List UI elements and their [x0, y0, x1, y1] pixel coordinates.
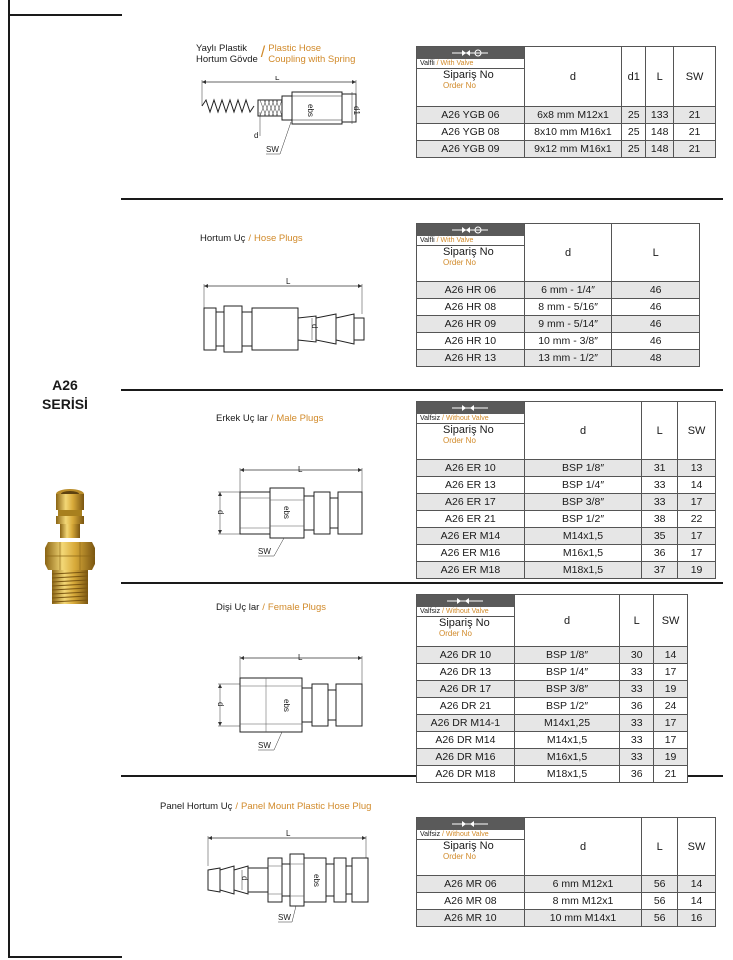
cell-order-no: A26 ER 13: [417, 477, 525, 494]
column-header: L: [646, 47, 674, 107]
dim-label-d: d: [254, 131, 259, 140]
cell-order-no: A26 ER M18: [417, 562, 525, 579]
cell-d1: 25: [622, 107, 646, 124]
hose-plug-drawing: [196, 278, 371, 358]
cell-L: 33: [620, 732, 654, 749]
cell-d: M16x1,5: [524, 545, 641, 562]
female-plug-drawing: [214, 650, 374, 758]
dim-label-SW: SW: [258, 741, 271, 750]
dim-label-SW: SW: [266, 145, 279, 154]
column-header: L: [620, 595, 654, 647]
cell-d: 10 mm M14x1: [524, 910, 641, 927]
cell-order-no: A26 YGB 08: [417, 124, 525, 141]
valve-tr: Valfsiz: [420, 608, 441, 615]
dim-label-d1: d1: [352, 106, 361, 115]
spec-table-hose-plugs: [416, 223, 700, 367]
cell-order-no: A26 DR M18: [417, 766, 515, 783]
caption-en-line2: Coupling with Spring: [268, 54, 356, 65]
without-valve-icon: [417, 818, 524, 830]
cell-d: 10 mm - 3/8″: [524, 333, 612, 350]
cell-d: BSP 3/8″: [524, 494, 641, 511]
cell-SW: 19: [654, 749, 688, 766]
valve-en: Without Valve: [445, 831, 489, 838]
cell-d: 6 mm - 1/4″: [524, 282, 612, 299]
cell-order-no: A26 MR 08: [417, 893, 525, 910]
sidebar: [10, 14, 120, 956]
cell-L: 46: [612, 316, 700, 333]
table-row: [417, 141, 716, 158]
cell-L: 148: [646, 124, 674, 141]
caption-tr: Hortum Uç: [200, 233, 246, 244]
order-header: Valfsiz / Without Valve Sipariş No Order No: [417, 818, 525, 876]
table-row: [417, 460, 716, 477]
caption-tr: Dişi Uç lar: [216, 602, 260, 613]
column-header: d: [524, 402, 641, 460]
brand-mark: ebs: [282, 699, 291, 712]
cell-SW: 21: [674, 107, 716, 124]
without-valve-icon: [417, 402, 524, 414]
cell-SW: 16: [678, 910, 716, 927]
series-title: [10, 376, 120, 414]
dim-label-L: L: [286, 278, 291, 286]
cell-order-no: A26 ER 21: [417, 511, 525, 528]
dim-label-d: d: [310, 324, 319, 329]
cell-L: 33: [620, 681, 654, 698]
with-valve-icon: [417, 224, 524, 236]
cell-order-no: A26 ER M16: [417, 545, 525, 562]
table-row: [417, 562, 716, 579]
column-header: SW: [678, 818, 716, 876]
order-no-tr: Sipariş No: [443, 69, 494, 81]
cell-d: 6x8 mm M12x1: [524, 107, 622, 124]
column-header: SW: [674, 47, 716, 107]
valve-en: With Valve: [440, 237, 474, 244]
with-valve-icon: [417, 47, 524, 59]
valve-tr: Valfli: [420, 237, 435, 244]
cell-SW: 22: [678, 511, 716, 528]
dim-label-d: d: [240, 876, 249, 881]
male-plug-drawing: [214, 462, 374, 564]
valve-en: With Valve: [440, 60, 474, 67]
cell-d: BSP 3/8″: [514, 681, 620, 698]
cell-order-no: A26 YGB 06: [417, 107, 525, 124]
column-header: d1: [622, 47, 646, 107]
order-header: Valfli / With Valve Sipariş No Order No: [417, 224, 525, 282]
cell-SW: 17: [678, 528, 716, 545]
cell-order-no: A26 MR 10: [417, 910, 525, 927]
cell-L: 36: [620, 698, 654, 715]
cell-L: 33: [620, 749, 654, 766]
valve-tr: Valfli: [420, 60, 435, 67]
caption-en: Panel Mount Plastic Hose Plug: [240, 801, 372, 812]
cell-d: M14x1,5: [524, 528, 641, 545]
cell-d: BSP 1/8″: [514, 647, 620, 664]
spec-table-male-plugs: [416, 401, 716, 579]
dim-label-d: d: [216, 510, 225, 515]
dim-label-SW: SW: [258, 547, 271, 556]
table-row: [417, 766, 688, 783]
cell-d: BSP 1/4″: [514, 664, 620, 681]
series-title-line1: A26: [52, 377, 78, 393]
cell-SW: 14: [654, 647, 688, 664]
spec-table-female-plugs: [416, 594, 688, 783]
cell-SW: 19: [678, 562, 716, 579]
section-divider: [121, 198, 723, 200]
caption-en: Female Plugs: [267, 602, 327, 613]
cell-L: 46: [612, 333, 700, 350]
cell-d: 9 mm - 5/14″: [524, 316, 612, 333]
section-divider: [121, 582, 723, 584]
cell-order-no: A26 HR 09: [417, 316, 525, 333]
order-no-en: Order No: [439, 629, 472, 638]
cell-SW: 21: [654, 766, 688, 783]
cell-L: 133: [646, 107, 674, 124]
cell-d: 8 mm M12x1: [524, 893, 641, 910]
section5-caption: Panel Hortum Uç / Panel Mount Plastic Hose Plug: [160, 801, 372, 812]
section-divider: [121, 389, 723, 391]
cell-SW: 17: [678, 494, 716, 511]
column-header: L: [612, 224, 700, 282]
cell-order-no: A26 HR 13: [417, 350, 525, 367]
cell-d1: 25: [622, 124, 646, 141]
cell-order-no: A26 DR 10: [417, 647, 515, 664]
cell-d: BSP 1/2″: [514, 698, 620, 715]
cell-L: 56: [642, 893, 678, 910]
dim-label-L: L: [298, 653, 303, 662]
table-row: [417, 715, 688, 732]
cell-L: 46: [612, 282, 700, 299]
cell-L: 33: [620, 715, 654, 732]
table-row: [417, 333, 700, 350]
order-no-en: Order No: [443, 852, 476, 861]
cell-order-no: A26 DR 17: [417, 681, 515, 698]
valve-tr: Valfsiz: [420, 831, 441, 838]
table-row: [417, 698, 688, 715]
cell-order-no: A26 DR M16: [417, 749, 515, 766]
cell-L: 46: [612, 299, 700, 316]
valve-en: Without Valve: [445, 415, 489, 422]
cell-d: M14x1,5: [514, 732, 620, 749]
cell-d: M14x1,25: [514, 715, 620, 732]
male-plug-product-photo: [40, 484, 100, 614]
caption-separator: /: [260, 44, 266, 61]
table-body: [417, 282, 700, 367]
cell-SW: 14: [678, 893, 716, 910]
cell-d: BSP 1/8″: [524, 460, 641, 477]
dim-label-d: d: [216, 702, 225, 707]
cell-SW: 14: [678, 876, 716, 893]
cell-L: 48: [612, 350, 700, 367]
order-header: Valfli / With Valve Sipariş No Order No: [417, 47, 525, 107]
cell-SW: 19: [654, 681, 688, 698]
cell-L: 36: [620, 766, 654, 783]
cell-order-no: A26 ER 10: [417, 460, 525, 477]
cell-SW: 17: [654, 664, 688, 681]
column-header: SW: [654, 595, 688, 647]
table-body: [417, 647, 688, 783]
cell-d: 8 mm - 5/16″: [524, 299, 612, 316]
dim-label-L: L: [286, 830, 291, 838]
section4-caption: Dişi Uç lar / Female Plugs: [216, 602, 327, 613]
cell-order-no: A26 ER M14: [417, 528, 525, 545]
order-no-tr: Sipariş No: [443, 424, 494, 436]
table-body: [417, 876, 716, 927]
cell-d: M18x1,5: [524, 562, 641, 579]
column-header: L: [642, 402, 678, 460]
column-header: SW: [678, 402, 716, 460]
cell-SW: 24: [654, 698, 688, 715]
cell-L: 33: [620, 664, 654, 681]
table-row: [417, 647, 688, 664]
cell-SW: 13: [678, 460, 716, 477]
cell-order-no: A26 DR M14: [417, 732, 515, 749]
table-row: [417, 477, 716, 494]
table-row: [417, 528, 716, 545]
cell-order-no: A26 ER 17: [417, 494, 525, 511]
table-body: [417, 107, 716, 158]
panel-mount-hose-plug-drawing: [200, 830, 376, 930]
cell-d1: 25: [622, 141, 646, 158]
table-row: [417, 350, 700, 367]
series-title-line2: SERİSİ: [42, 396, 88, 412]
order-no-en: Order No: [443, 258, 476, 267]
cell-L: 30: [620, 647, 654, 664]
table-row: [417, 545, 716, 562]
section2-caption: Hortum Uç / Hose Plugs: [200, 233, 303, 244]
cell-d: 6 mm M12x1: [524, 876, 641, 893]
table-row: [417, 282, 700, 299]
cell-d: 9x12 mm M16x1: [524, 141, 622, 158]
valve-tr: Valfsiz: [420, 415, 441, 422]
cell-L: 38: [642, 511, 678, 528]
order-no-tr: Sipariş No: [443, 840, 494, 852]
column-header: d: [514, 595, 620, 647]
table-row: [417, 664, 688, 681]
dim-label-L: L: [298, 465, 303, 474]
cell-SW: 14: [678, 477, 716, 494]
plastic-hose-coupling-drawing: [196, 76, 371, 166]
table-row: [417, 749, 688, 766]
spec-table-hose-coupling: [416, 46, 716, 158]
order-no-tr: Sipariş No: [439, 617, 490, 629]
order-no-en: Order No: [443, 436, 476, 445]
column-header: d: [524, 224, 612, 282]
cell-d: BSP 1/4″: [524, 477, 641, 494]
table-row: [417, 511, 716, 528]
section3-caption: Erkek Uç lar / Male Plugs: [216, 413, 324, 424]
table-body: [417, 460, 716, 579]
without-valve-icon: [417, 595, 514, 607]
cell-L: 56: [642, 876, 678, 893]
table-row: [417, 107, 716, 124]
order-header: Valfsiz / Without Valve Sipariş No Order No: [417, 595, 515, 647]
cell-order-no: A26 HR 06: [417, 282, 525, 299]
caption-en: Male Plugs: [276, 413, 324, 424]
table-row: [417, 681, 688, 698]
table-row: [417, 124, 716, 141]
cell-d: M18x1,5: [514, 766, 620, 783]
table-row: [417, 316, 700, 333]
cell-L: 35: [642, 528, 678, 545]
cell-L: 56: [642, 910, 678, 927]
caption-tr: Erkek Uç lar: [216, 413, 268, 424]
cell-order-no: A26 MR 06: [417, 876, 525, 893]
table-row: [417, 299, 700, 316]
cell-order-no: A26 DR 21: [417, 698, 515, 715]
table-row: [417, 494, 716, 511]
cell-SW: 21: [674, 124, 716, 141]
cell-d: M16x1,5: [514, 749, 620, 766]
table-row: [417, 910, 716, 927]
cell-SW: 17: [654, 732, 688, 749]
order-no-en: Order No: [443, 81, 476, 90]
cell-L: 33: [642, 477, 678, 494]
dim-label-SW: SW: [278, 913, 291, 922]
brand-mark: ebs: [312, 874, 321, 887]
cell-L: 33: [642, 494, 678, 511]
order-no-tr: Sipariş No: [443, 246, 494, 258]
cell-L: 31: [642, 460, 678, 477]
cell-order-no: A26 DR M14-1: [417, 715, 515, 732]
page-corner-mark: [8, 0, 10, 14]
caption-tr: Panel Hortum Uç: [160, 801, 233, 812]
dim-label-L: L: [275, 76, 280, 82]
cell-order-no: A26 HR 10: [417, 333, 525, 350]
brand-mark: ebs: [306, 104, 315, 117]
brand-mark: ebs: [282, 506, 291, 519]
column-header: d: [524, 818, 641, 876]
caption-tr-line2: Hortum Gövde: [196, 54, 258, 65]
spec-table-panel-mount-plug: [416, 817, 716, 927]
cell-SW: 17: [678, 545, 716, 562]
valve-en: Without Valve: [445, 608, 489, 615]
cell-order-no: A26 HR 08: [417, 299, 525, 316]
cell-order-no: A26 DR 13: [417, 664, 515, 681]
cell-L: 36: [642, 545, 678, 562]
cell-d: 13 mm - 1/2″: [524, 350, 612, 367]
caption-en: Hose Plugs: [254, 233, 303, 244]
table-row: [417, 893, 716, 910]
cell-d: 8x10 mm M16x1: [524, 124, 622, 141]
section1-caption: [196, 43, 355, 65]
cell-SW: 17: [654, 715, 688, 732]
table-row: [417, 876, 716, 893]
cell-L: 37: [642, 562, 678, 579]
cell-d: BSP 1/2″: [524, 511, 641, 528]
cell-SW: 21: [674, 141, 716, 158]
cell-order-no: A26 YGB 09: [417, 141, 525, 158]
cell-L: 148: [646, 141, 674, 158]
table-row: [417, 732, 688, 749]
order-header: Valfsiz / Without Valve Sipariş No Order No: [417, 402, 525, 460]
column-header: L: [642, 818, 678, 876]
column-header: d: [524, 47, 622, 107]
caption-en-line1: Plastic Hose: [268, 43, 322, 54]
caption-tr-line1: Yaylı Plastik: [196, 43, 248, 54]
